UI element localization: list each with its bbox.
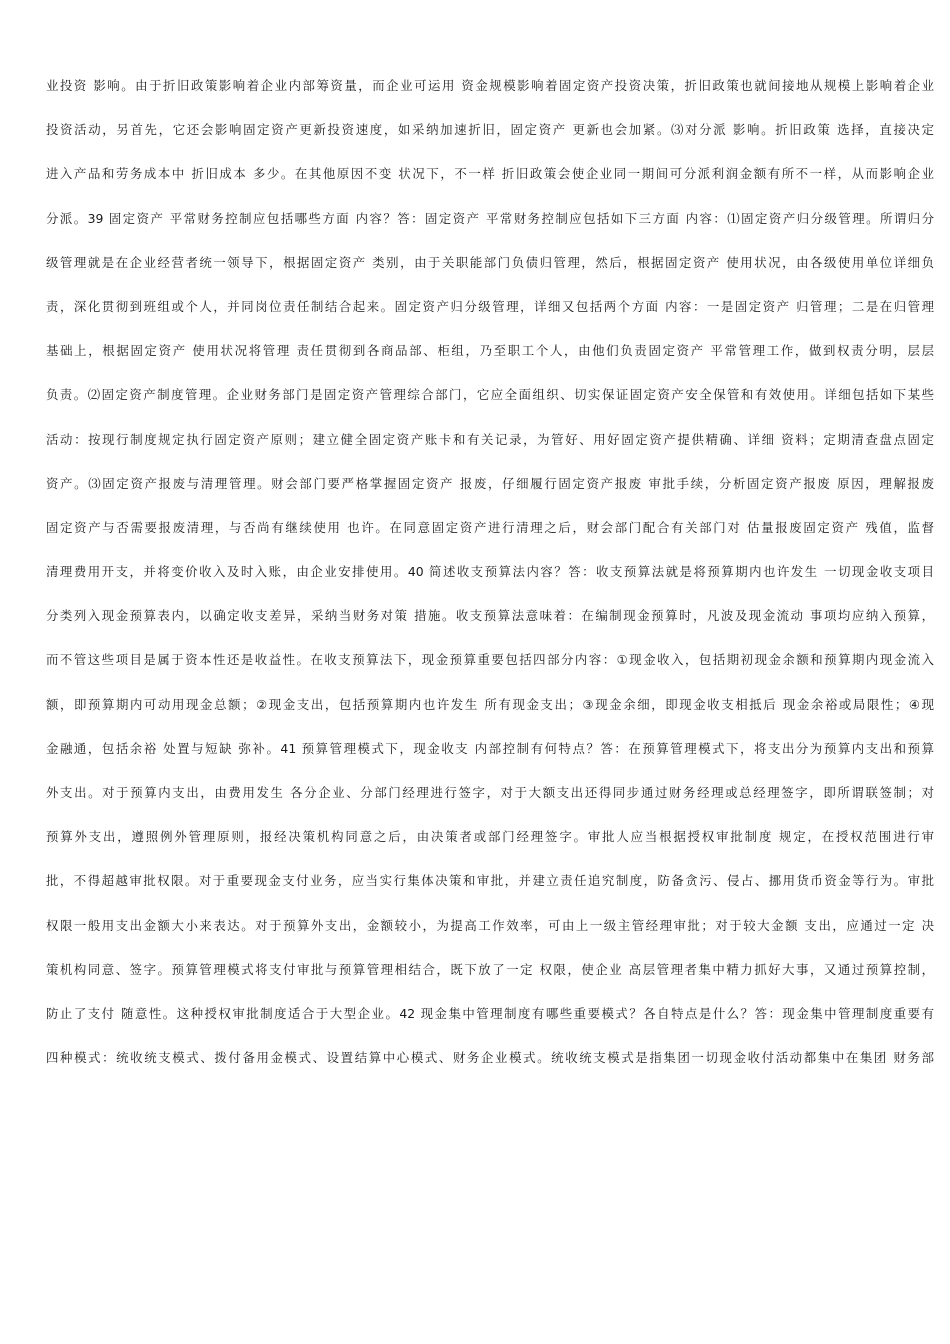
text-line: 进入产品和劳务成本中 折旧成本 多少。在其他原因不变 状况下，不一样 折旧政策会使企业同一期间可分派利润金额有所不一样，从而影响企业 bbox=[46, 166, 934, 182]
text-line: 责，深化贯彻到班组或个人，并同岗位责任制结合起来。固定资产归分级管理，详细又包括两个方面 内容：一是固定资产 归管理；二是在归管理 bbox=[46, 298, 934, 314]
text-line: 额，即预算期内可动用现金总额；②现金支出，包括预算期内也许发生 所有现金支出；③现金余细，即现金收支相抵后 现金余裕或局限性；④现 bbox=[46, 696, 934, 712]
body-text bbox=[46, 75, 934, 1091]
text-line: 分类列入现金预算表内，以确定收支差异，采纳当财务对策 措施。收支预算法意味着：在编制现金预算时，凡波及现金流动 事项均应纳入预算， bbox=[46, 608, 934, 624]
text-line: 而不管这些项目是属于资本性还是收益性。在收支预算法下，现金预算重要包括四部分内容：①现金收入，包括期初现金余额和预算期内现金流入 bbox=[46, 652, 934, 668]
text-line: 活动：按现行制度规定执行固定资产原则；建立健全固定资产账卡和有关记录，为管好、用好固定资产提供精确、详细 资料；定期清查盘点固定 bbox=[46, 431, 934, 447]
text-line: 资产。⑶固定资产报废与清理管理。财会部门要严格掌握固定资产 报废，仔细履行固定资产报废 审批手续，分析固定资产报废 原因，理解报废 bbox=[46, 475, 934, 491]
text-line: 批，不得超越审批权限。对于重要现金支付业务，应当实行集体决策和审批，并建立责任追究制度，防备贪污、侵占、挪用货币资金等行为。审批 bbox=[46, 873, 934, 889]
text-line: 外支出。对于预算内支出，由费用发生 各分企业、分部门经理进行签字，对于大额支出还得同步通过财务经理或总经理签字，即所谓联签制；对 bbox=[46, 785, 934, 800]
text-line: 负责。⑵固定资产制度管理。企业财务部门是固定资产管理综合部门，它应全面组织、切实保证固定资产安全保管和有效使用。详细包括如下某些 bbox=[46, 387, 934, 403]
text-line: 权限一般用支出金额大小来表达。对于预算外支出，金额较小，为提高工作效率，可由上一级主管经理审批；对于较大金额 支出，应通过一定 决 bbox=[46, 917, 934, 933]
text-line: 投资活动，另首先，它还会影响固定资产更新投资速度，如采纳加速折旧，固定资产 更新也会加紧。⑶对分派 影响。折旧政策 选择，直接决定 bbox=[46, 122, 934, 138]
text-line: 预算外支出，遵照例外管理原则，报经决策机构同意之后，由决策者或部门经理签字。审批人应当根据授权审批制度 规定，在授权范围进行审 bbox=[46, 829, 934, 845]
text-line: 四种模式：统收统支模式、拨付备用金模式、设置结算中心模式、财务企业模式。统收统支模式是指集团一切现金收付活动都集中在集团 财务部 bbox=[46, 1050, 934, 1066]
text-line: 清理费用开支，并将变价收入及时入账，由企业安排使用。40 简述收支预算法内容？答：收支预算法就是将预算期内也许发生 一切现金收支项目 bbox=[46, 564, 934, 580]
text-line: 策机构同意、签字。预算管理模式将支付审批与预算管理相结合，既下放了一定 权限，使企业 高层管理者集中精力抓好大事，又通过预算控制， bbox=[46, 961, 934, 977]
text-line: 分派。39 固定资产 平常财务控制应包括哪些方面 内容？答：固定资产 平常财务控制应包括如下三方面 内容：⑴固定资产归分级管理。所谓归分 bbox=[46, 210, 934, 226]
text-line: 固定资产与否需要报废清理，与否尚有继续使用 也许。在同意固定资产进行清理之后，财会部门配合有关部门对 估量报废固定资产 残值，监督 bbox=[46, 519, 934, 535]
text-line: 防止了支付 随意性。这种授权审批制度适合于大型企业。42 现金集中管理制度有哪些重要模式？各自特点是什么？答：现金集中管理制度重要有 bbox=[46, 1005, 934, 1021]
text-line: 金融通，包括余裕 处置与短缺 弥补。41 预算管理模式下，现金收支 内部控制有何特点？答：在预算管理模式下，将支出分为预算内支出和预算 bbox=[46, 740, 934, 756]
text-line: 基础上，根据固定资产 使用状况将管理 责任贯彻到各商品部、柜组，乃至职工个人，由他们负责固定资产 平常管理工作，做到权责分明，层层 bbox=[46, 343, 934, 359]
text-line: 级管理就是在企业经营者统一领导下，根据固定资产 类别，由于关职能部门负债归管理，然后，根据固定资产 使用状况，由各级使用单位详细负 bbox=[46, 254, 934, 270]
text-line: 业投资 影响。由于折旧政策影响着企业内部筹资量，而企业可运用 资金规模影响着固定资产投资决策，折旧政策也就间接地从规模上影响着企业 bbox=[46, 78, 934, 93]
